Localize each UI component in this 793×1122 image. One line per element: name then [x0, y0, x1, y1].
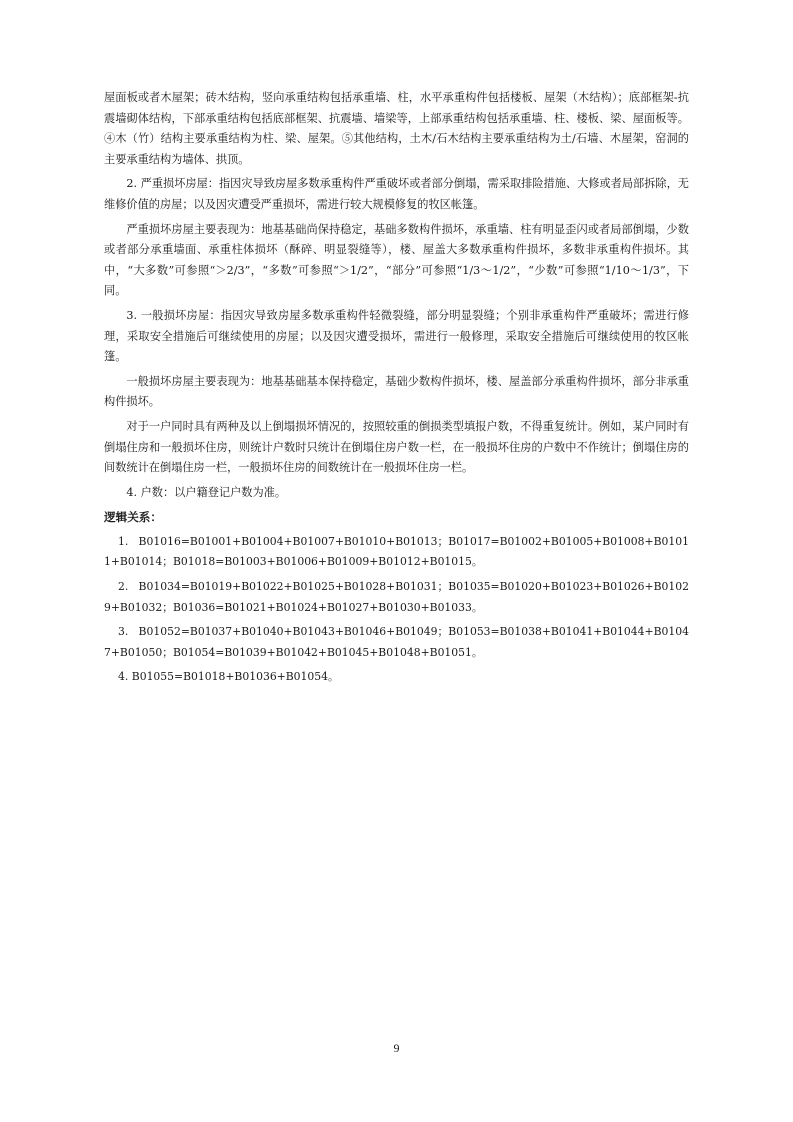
paragraph-general-damage-symptoms: 一般损坏房屋主要表现为：地基基础基本保持稳定，基础少数构件损坏，楼、屋盖部分承重构件损坏，部分非承重构件损坏。 — [104, 374, 689, 409]
paragraph-severe-damage-symptoms: 严重损坏房屋主要表现为：地基基础尚保持稳定，基础多数构件损坏，承重墙、柱有明显歪闪或者局部倒塌，少数或者部分承重墙面、承重柱体损坏（酥碎、明显裂缝等），楼、屋盖大多数承重构件损坏，多数非承重构件损坏。其中，“大多数”可参照“＞2/3”，“多数”可参照“＞1/2”，“部分”可参照“1/3～1/2”，“少数”可参照“1/10～1/3”，下同。 — [104, 222, 689, 298]
paragraph-household-counting-rule: 对于一户同时具有两种及以上倒塌损坏情况的，按照较重的倒损类型填报户数，不得重复统计。例如，某户同时有倒塌住房和一般损坏住房，则统计户数时只统计在倒塌住房户数一栏，在一般损坏住房的户数中不作统计；倒塌住房的间数统计在倒塌住房一栏，一般损坏住房的间数统计在一般损坏住房一栏。 — [104, 419, 689, 475]
paragraph-household-definition: 4. 户数：以户籍登记户数为准。 — [126, 485, 287, 499]
page-number: 9 — [393, 1041, 400, 1055]
paragraph-structure-continued: 屋面板或者木屋架；砖木结构，竖向承重结构包括承重墙、柱，水平承重构件包括楼板、屋架（木结构）；底部框架-抗震墙砌体结构，下部承重结构包括底部框架、抗震墙、墙梁等，上部承重结构包括承重墙、柱、楼板、梁、屋面板等。④木（竹）结构主要承重结构为柱、梁、屋架。⑤其他结构，土木/石木结构主要承重结构为土/石墙、木屋架，窑洞的主要承重结构为墙体、拱顶。 — [104, 91, 689, 166]
logic-formula-3: 3. B01052=B01037+B01040+B01043+B01046+B01049；B01053=B01038+B01041+B01044+B01047+B01050；B01054=B01039+B01042+B01045+B01048+B01051。 — [104, 625, 689, 659]
logic-relations-heading: 逻辑关系： — [104, 510, 162, 525]
paragraph-general-damage-definition: 3. 一般损坏房屋：指因灾导致房屋多数承重构件轻微裂缝，部分明显裂缝；个别非承重构件严重破坏；需进行修理，采取安全措施后可继续使用的房屋；以及因灾遭受损坏，需进行一般修理，采取安全措施后可继续使用的牧区帐篷。 — [104, 308, 689, 364]
logic-formula-2: 2. B01034=B01019+B01022+B01025+B01028+B01031；B01035=B01020+B01023+B01026+B01029+B01032；B01036=B01021+B01024+B01027+B01030+B01033。 — [104, 580, 689, 614]
paragraph-severe-damage-definition: 2. 严重损坏房屋：指因灾导致房屋多数承重构件严重破坏或者部分倒塌，需采取排险措施、大修或者局部拆除，无维修价值的房屋；以及因灾遭受严重损坏，需进行较大规模修复的牧区帐篷。 — [104, 177, 689, 211]
logic-formula-4: 4. B01055=B01018+B01036+B01054。 — [118, 670, 339, 684]
logic-formula-1: 1. B01016=B01001+B01004+B01007+B01010+B01013；B01017=B01002+B01005+B01008+B01011+B01014；B01018=B01003+B01006+B01009+B01012+B01015。 — [104, 534, 689, 569]
page-body — [104, 88, 689, 692]
